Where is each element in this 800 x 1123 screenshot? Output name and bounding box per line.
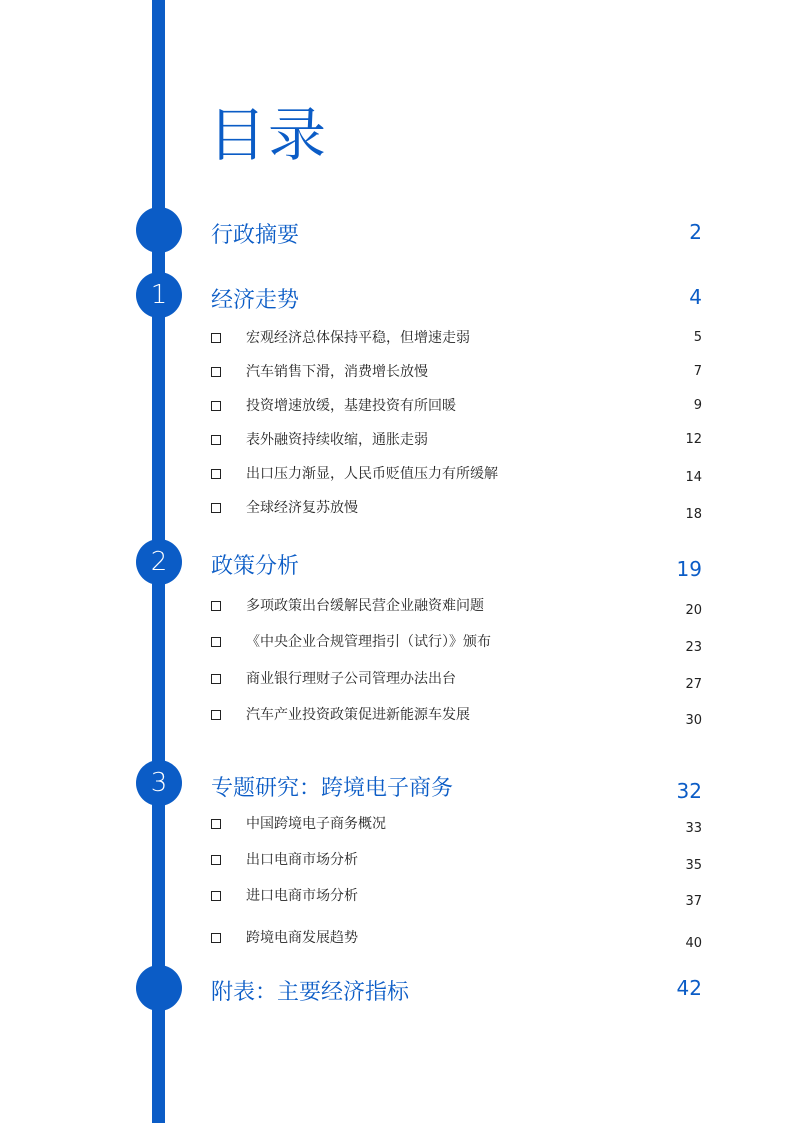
toc-item-label: 出口压力渐显，人民币贬值压力有所缓解 [246,466,498,482]
toc-item[interactable] [211,498,702,522]
toc-item-page: 37 [685,894,702,909]
toc-section-title[interactable]: 行政摘要 [211,223,300,248]
section-marker: 1 [136,272,182,318]
toc-item[interactable] [211,632,702,655]
toc-section-page: 32 [676,779,702,803]
section-marker [136,965,182,1011]
toc-section-page: 4 [689,285,702,309]
checkbox-bullet-icon [211,855,221,865]
toc-item-label: 汽车产业投资政策促进新能源车发展 [246,707,470,723]
checkbox-bullet-icon [211,401,221,411]
toc-item[interactable] [211,464,702,484]
toc-item-page: 33 [685,821,702,836]
checkbox-bullet-icon [211,469,221,479]
toc-section-page: 19 [676,557,702,581]
section-marker: 2 [136,539,182,585]
checkbox-bullet-icon [211,819,221,829]
toc-item[interactable] [211,669,702,692]
toc-item[interactable] [211,928,702,951]
toc-item[interactable] [211,430,702,450]
toc-section-title[interactable]: 专题研究：跨境电子商务 [211,776,454,801]
section-marker: 3 [136,760,182,806]
toc-section-page: 2 [689,220,702,244]
toc-item-label: 表外融资持续收缩，通胀走弱 [246,432,428,448]
toc-item-label: 汽车销售下滑，消费增长放慢 [246,364,428,380]
toc-item-label: 商业银行理财子公司管理办法出台 [246,671,456,687]
toc-section-title[interactable]: 附表：主要经济指标 [211,980,410,1005]
toc-item-page: 5 [693,330,702,345]
section-marker [136,207,182,253]
toc-section-title[interactable]: 政策分析 [211,554,300,579]
toc-item-label: 投资增速放缓，基建投资有所回暖 [246,398,456,414]
checkbox-bullet-icon [211,435,221,445]
toc-item[interactable] [211,596,702,616]
toc-item[interactable] [211,396,702,416]
toc-item-label: 进口电商市场分析 [246,888,358,904]
page-title: 目录 [208,101,329,169]
toc-section-title[interactable]: 经济走势 [211,288,300,313]
checkbox-bullet-icon [211,367,221,377]
toc-item-label: 中国跨境电子商务概况 [246,816,386,832]
toc-item-page: 9 [693,398,702,413]
checkbox-bullet-icon [211,333,221,343]
toc-item-label: 跨境电商发展趋势 [246,930,358,946]
toc-item[interactable] [211,362,702,382]
toc-item[interactable] [211,814,702,834]
toc-item-label: 全球经济复苏放慢 [246,500,358,516]
toc-item[interactable] [211,705,702,728]
toc-item-page: 30 [685,713,702,728]
toc-item-label: 出口电商市场分析 [246,852,358,868]
toc-item-page: 20 [685,603,702,618]
toc-item-page: 7 [693,364,702,379]
checkbox-bullet-icon [211,601,221,611]
toc-item-page: 18 [685,507,702,522]
checkbox-bullet-icon [211,637,221,647]
toc-item-page: 23 [685,640,702,655]
toc-item-label: 《中央企业合规管理指引（试行）》颁布 [246,634,491,650]
checkbox-bullet-icon [211,891,221,901]
checkbox-bullet-icon [211,674,221,684]
toc-item[interactable] [211,850,702,873]
toc-item-page: 35 [685,858,702,873]
toc-item-page: 12 [685,432,702,447]
toc-section-page: 42 [676,976,702,1000]
toc-item[interactable] [211,886,702,909]
checkbox-bullet-icon [211,503,221,513]
checkbox-bullet-icon [211,710,221,720]
toc-item-page: 40 [685,936,702,951]
toc-item[interactable] [211,328,702,348]
toc-item-page: 14 [685,470,702,485]
toc-item-label: 多项政策出台缓解民营企业融资难问题 [246,598,484,614]
toc-item-page: 27 [685,677,702,692]
toc-item-label: 宏观经济总体保持平稳，但增速走弱 [246,330,470,346]
checkbox-bullet-icon [211,933,221,943]
